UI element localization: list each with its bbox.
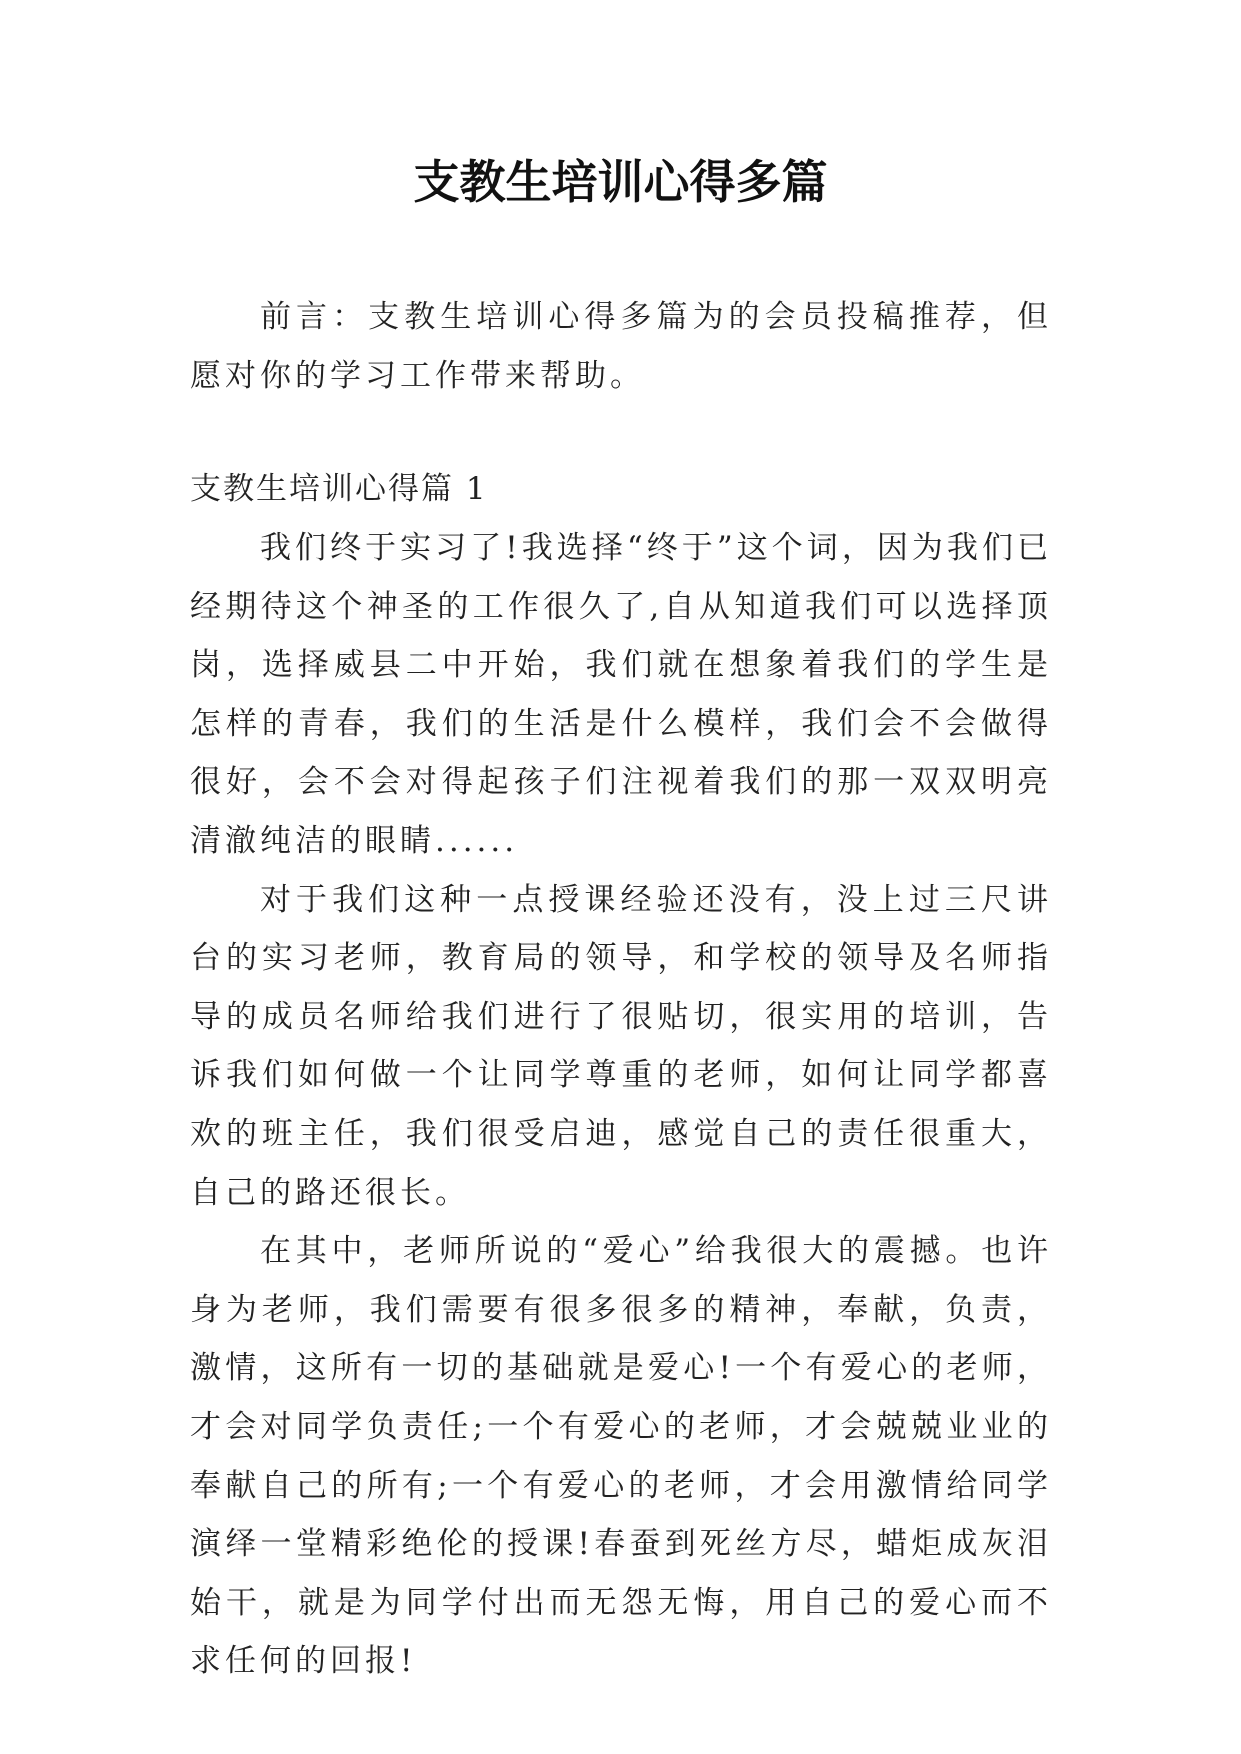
preface-paragraph: 前言：支教生培训心得多篇为的会员投稿推荐，但愿对你的学习工作带来帮助。 [190, 299, 1052, 394]
section-heading: 支教生培训心得篇 1 [190, 471, 488, 507]
body-paragraph: 我们终于实习了!我选择“终于”这个词，因为我们已经期待这个神圣的工作很久了,自从知道我们可以选择顶岗，选择威县二中开始，我们就在想象着我们的学生是怎样的青春，我们的生活是什么模样，我们会不会做得很好，会不会对得起孩子们注视着我们的那一双双明亮清澈纯洁的眼睛...... [190, 530, 1052, 859]
article-body [190, 519, 1052, 1691]
body-paragraph: 对于我们这种一点授课经验还没有，没上过三尺讲台的实习老师，教育局的领导，和学校的领导及名师指导的成员名师给我们进行了很贴切，很实用的培训，告诉我们如何做一个让同学尊重的老师，如何让同学都喜欢的班主任，我们很受启迪，感觉自己的责任很重大，自己的路还很长。 [190, 881, 1052, 1211]
body-paragraph: 在其中，老师所说的“爱心”给我很大的震撼。也许身为老师，我们需要有很多很多的精神，奉献，负责，激情，这所有一切的基础就是爱心!一个有爱心的老师，才会对同学负责任;一个有爱心的老师，才会兢兢业业的奉献自己的所有;一个有爱心的老师，才会用激情给同学演绎一堂精彩绝伦的授课!春蚕到死丝方尽，蜡炬成灰泪始干，就是为同学付出而无怨无悔，用自己的爱心而不求任何的回报! [190, 1233, 1052, 1680]
document-title: 支教生培训心得多篇 [413, 155, 828, 209]
